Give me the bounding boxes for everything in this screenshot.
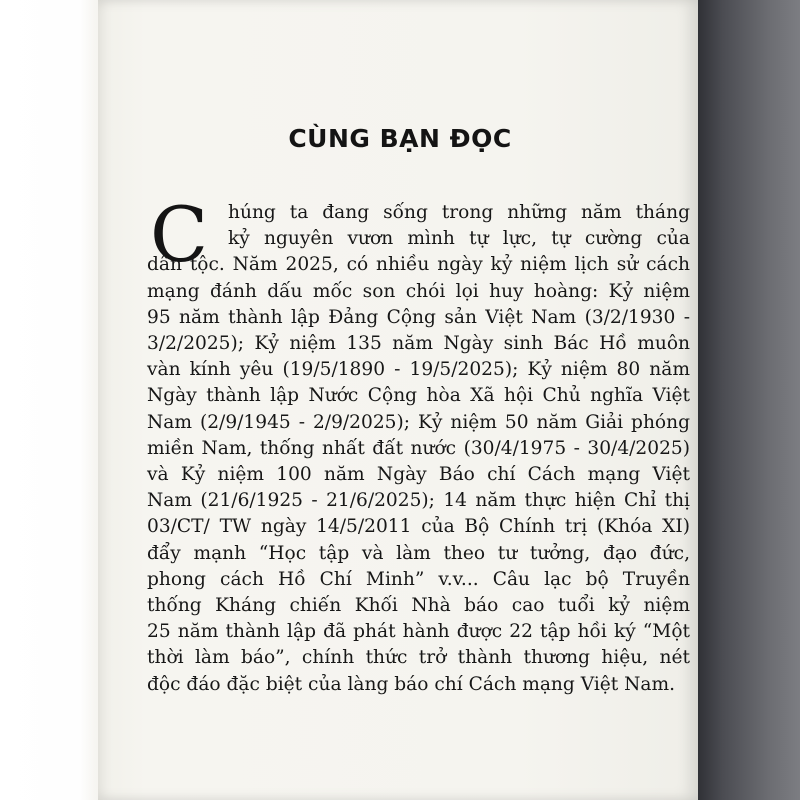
text-line: dân tộc. Năm 2025, có nhiều ngày kỷ niệm lịch sử cách — [147, 254, 690, 276]
text-line: kỷ nguyên vươn mình tự lực, tự cường của — [228, 228, 690, 250]
text-line: độc đáo đặc biệt của làng báo chí Cách mạng Việt Nam. — [147, 673, 676, 695]
text-line: miền Nam, thống nhất đất nước (30/4/1975 - 30/4/2025) — [147, 437, 690, 459]
text-line: 95 năm thành lập Đảng Cộng sản Việt Nam (3/2/1930 - — [147, 306, 690, 328]
text-line: Nam (2/9/1945 - 2/9/2025); Kỷ niệm 50 năm Giải phóng — [147, 411, 690, 433]
text-line: vàn kính yêu (19/5/1890 - 19/5/2025); Kỷ niệm 80 năm — [147, 359, 690, 381]
text-line: đẩy mạnh “Học tập và làm theo tư tưởng, đạo đức, — [147, 542, 690, 564]
text-line: Nam (21/6/1925 - 21/6/2025); 14 năm thực hiện Chỉ thị — [147, 490, 690, 512]
body-paragraph — [147, 200, 690, 698]
text-line: húng ta đang sống trong những năm tháng — [228, 202, 690, 223]
text-line: thống Kháng chiến Khối Nhà báo cao tuổi kỷ niệm — [147, 595, 690, 617]
text-line: 3/2/2025); Kỷ niệm 135 năm Ngày sinh Bác Hồ muôn — [147, 333, 690, 355]
text-line: phong cách Hồ Chí Minh” v.v... Câu lạc bộ Truyền — [147, 568, 690, 590]
text-line: mạng đánh dấu mốc son chói lọi huy hoàng: Kỷ niệm — [147, 280, 690, 302]
text-line: thời làm báo”, chính thức trở thành thương hiệu, nét — [147, 647, 690, 669]
text-line: 03/CT/ TW ngày 14/5/2011 của Bộ Chính trị (Khóa XI) — [147, 516, 690, 538]
text-line: và Kỷ niệm 100 năm Ngày Báo chí Cách mạng Việt — [147, 464, 690, 486]
drop-cap: C — [150, 190, 209, 279]
page-heading: CÙNG BẠN ĐỌC — [288, 124, 512, 153]
text-line: Ngày thành lập Nước Cộng hòa Xã hội Chủ nghĩa Việt — [147, 385, 690, 407]
text-line: 25 năm thành lập đã phát hành được 22 tập hồi ký “Một — [147, 621, 690, 643]
background-surface — [697, 0, 800, 800]
